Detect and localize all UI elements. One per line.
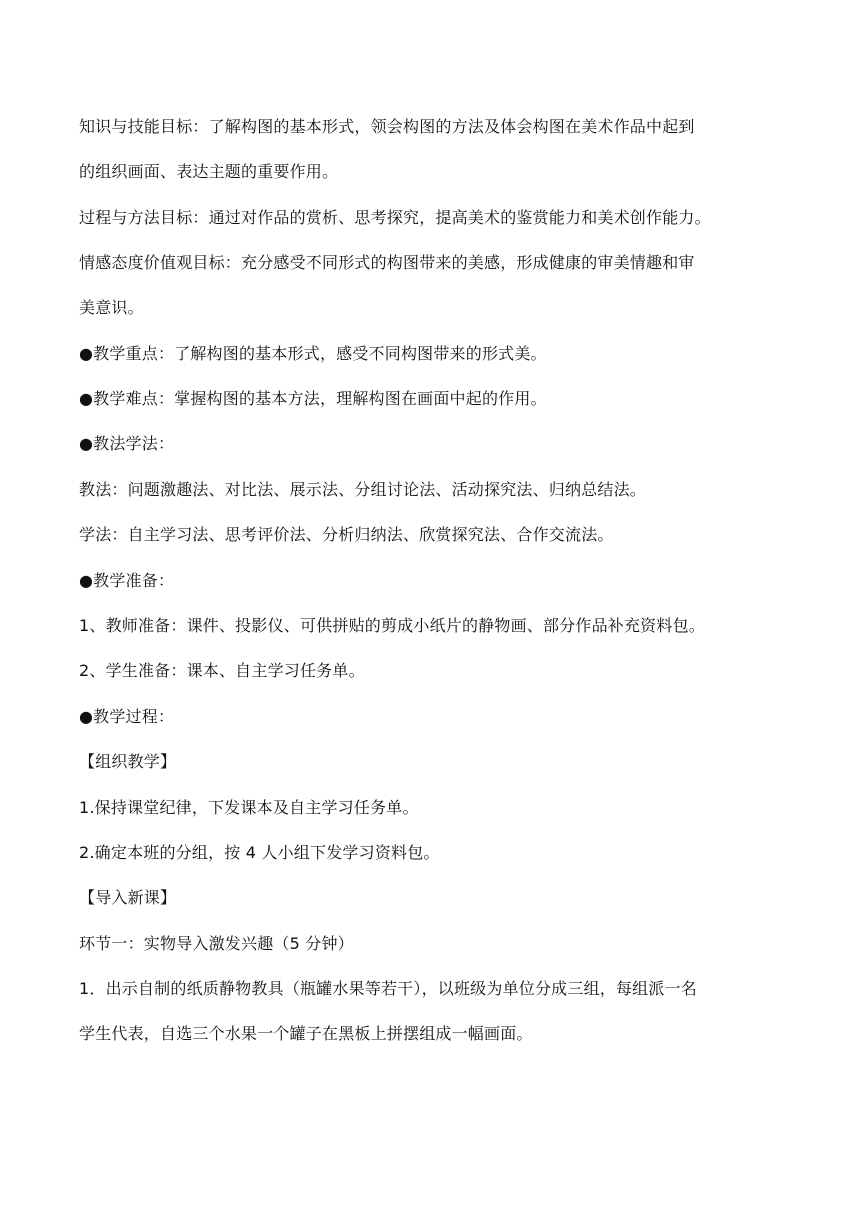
process-heading: ●教学过程： bbox=[79, 707, 175, 726]
goal-knowledge-line-1: 知识与技能目标：了解构图的基本形式，领会构图的方法及体会构图在美术作品中起到 bbox=[79, 117, 695, 136]
difficulty-line: ●教学难点：掌握构图的基本方法，理解构图在画面中起的作用。 bbox=[79, 389, 547, 408]
segment-one-step-line-1: 1．出示自制的纸质静物教具（瓶罐水果等若干），以班级为单位分成三组，每组派一名 bbox=[79, 979, 697, 998]
teaching-method-line: 教法：问题激趣法、对比法、展示法、分组讨论法、活动探究法、归纳总结法。 bbox=[79, 480, 647, 499]
goal-process-line: 过程与方法目标：通过对作品的赏析、思考探究，提高美术的鉴赏能力和美术创作能力。 bbox=[79, 208, 711, 227]
goal-emotion-line-2: 美意识。 bbox=[79, 298, 144, 317]
organize-step-2: 2.确定本班的分组，按 4 人小组下发学习资料包。 bbox=[79, 843, 440, 862]
segment-one-step-line-2: 学生代表，自选三个水果一个罐子在黑板上拼摆组成一幅画面。 bbox=[79, 1024, 533, 1043]
introduction-heading: 【导入新课】 bbox=[79, 888, 177, 907]
preparation-heading: ●教学准备： bbox=[79, 571, 175, 590]
key-point-line: ●教学重点：了解构图的基本形式，感受不同构图带来的形式美。 bbox=[79, 344, 547, 363]
segment-one-heading: 环节一：实物导入激发兴趣（5 分钟） bbox=[79, 934, 354, 953]
learning-method-line: 学法：自主学习法、思考评价法、分析归纳法、欣赏探究法、合作交流法。 bbox=[79, 525, 614, 544]
organize-step-1: 1.保持课堂纪律，下发课本及自主学习任务单。 bbox=[79, 798, 419, 817]
teacher-preparation-line: 1、教师准备：课件、投影仪、可供拼贴的剪成小纸片的静物画、部分作品补充资料包。 bbox=[79, 616, 705, 635]
goal-emotion-line-1: 情感态度价值观目标：充分感受不同形式的构图带来的美感，形成健康的审美情趣和审 bbox=[79, 253, 695, 272]
goal-knowledge-line-2: 的组织画面、表达主题的重要作用。 bbox=[79, 162, 339, 181]
method-heading: ●教法学法： bbox=[79, 434, 175, 453]
organize-teaching-heading: 【组织教学】 bbox=[79, 752, 177, 771]
student-preparation-line: 2、学生准备：课本、自主学习任务单。 bbox=[79, 661, 365, 680]
